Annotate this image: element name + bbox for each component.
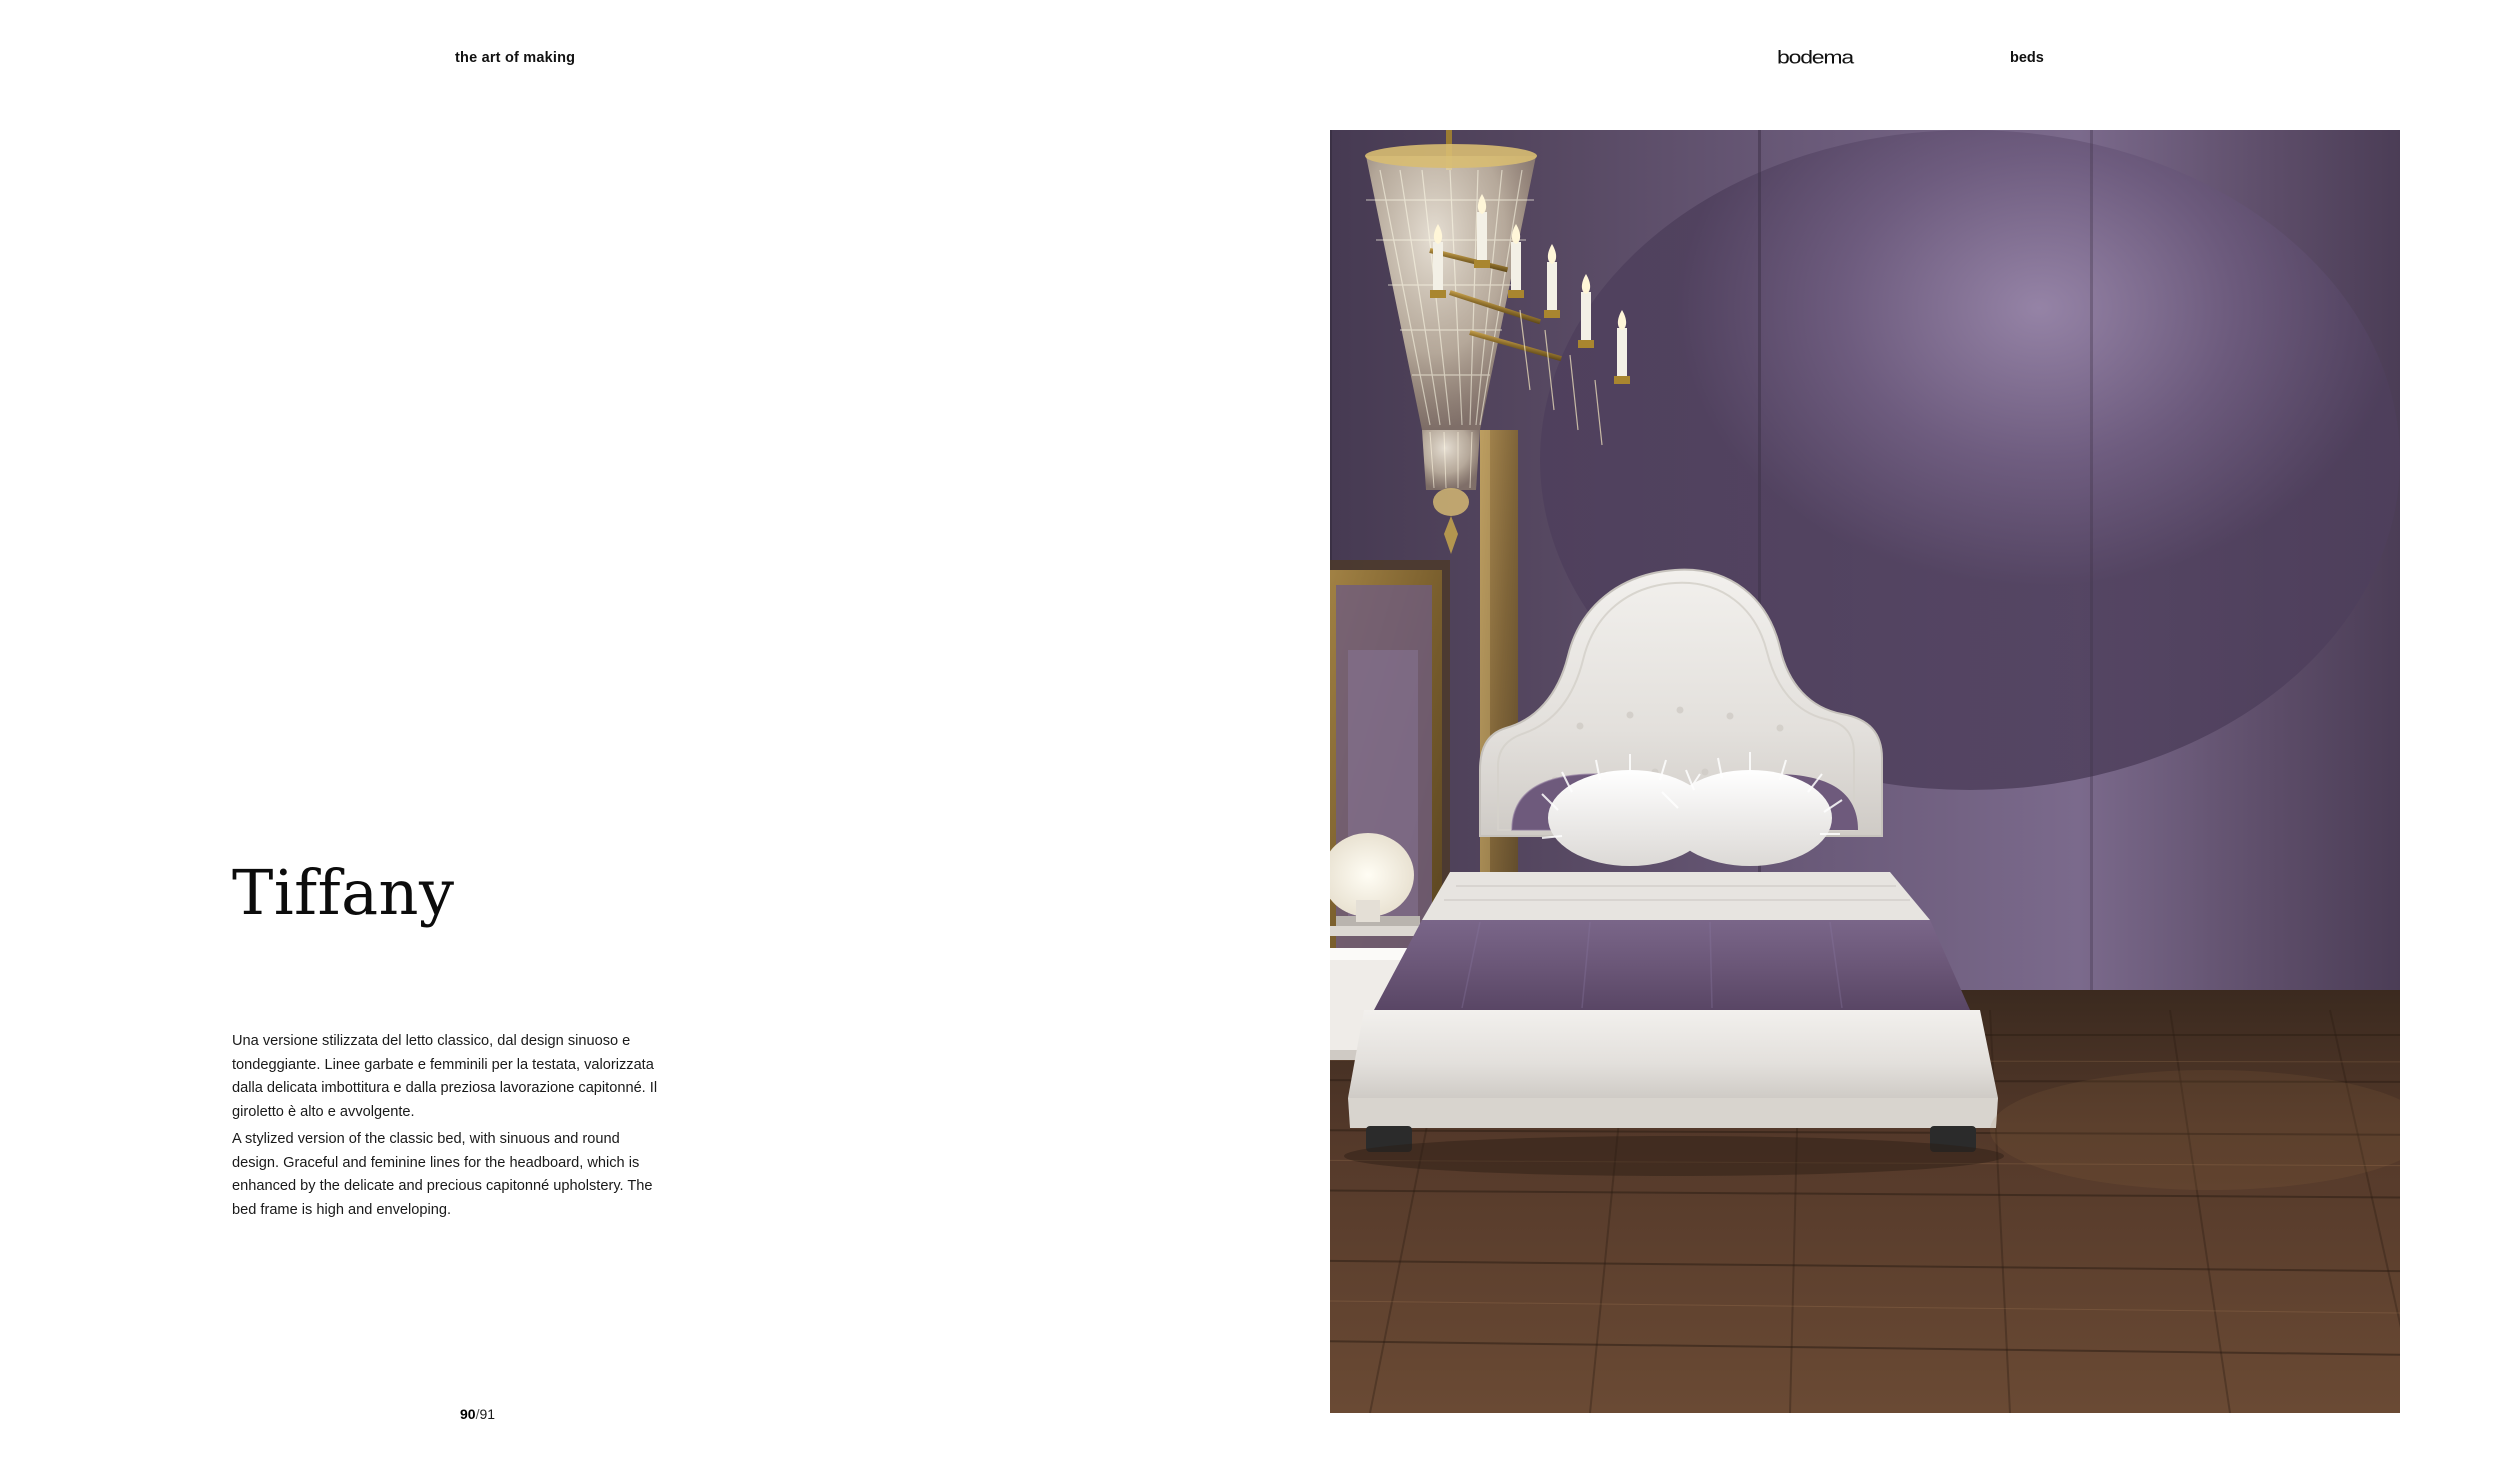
bedroom-scene-illustration <box>1330 130 2400 1413</box>
page-number-next: 91 <box>479 1406 496 1422</box>
page-number-current: 90 <box>460 1406 476 1422</box>
page-header <box>0 0 2500 105</box>
page-title: Tiffany <box>232 856 455 929</box>
brand-logo: bodema <box>1777 46 1853 68</box>
header-tagline: the art of making <box>455 50 576 66</box>
product-photo <box>1330 130 2400 1413</box>
page-number-separator: / <box>475 1406 480 1422</box>
bed-frame <box>1348 1010 1998 1098</box>
description-english: A stylized version of the classic bed, with sinuous and round design. Graceful and feminine lines for the headboard, which is enhanced by the delicate and precious capitonné upholstery. The bed frame is high and enveloping. <box>232 1131 653 1218</box>
page-number <box>460 1406 495 1422</box>
top-sheet <box>1422 872 1930 920</box>
header-section-label: beds <box>2010 50 2044 66</box>
description-italian: Una versione stilizzata del letto classico, dal design sinuoso e tondeggiante. Linee garbate e femminili per la testata, valorizzata dalla delicata imbottitura e dalla preziosa lavorazione capitonné. Il giroletto è alto e avvolgente. <box>232 1033 658 1120</box>
duvet <box>1374 920 1970 1010</box>
